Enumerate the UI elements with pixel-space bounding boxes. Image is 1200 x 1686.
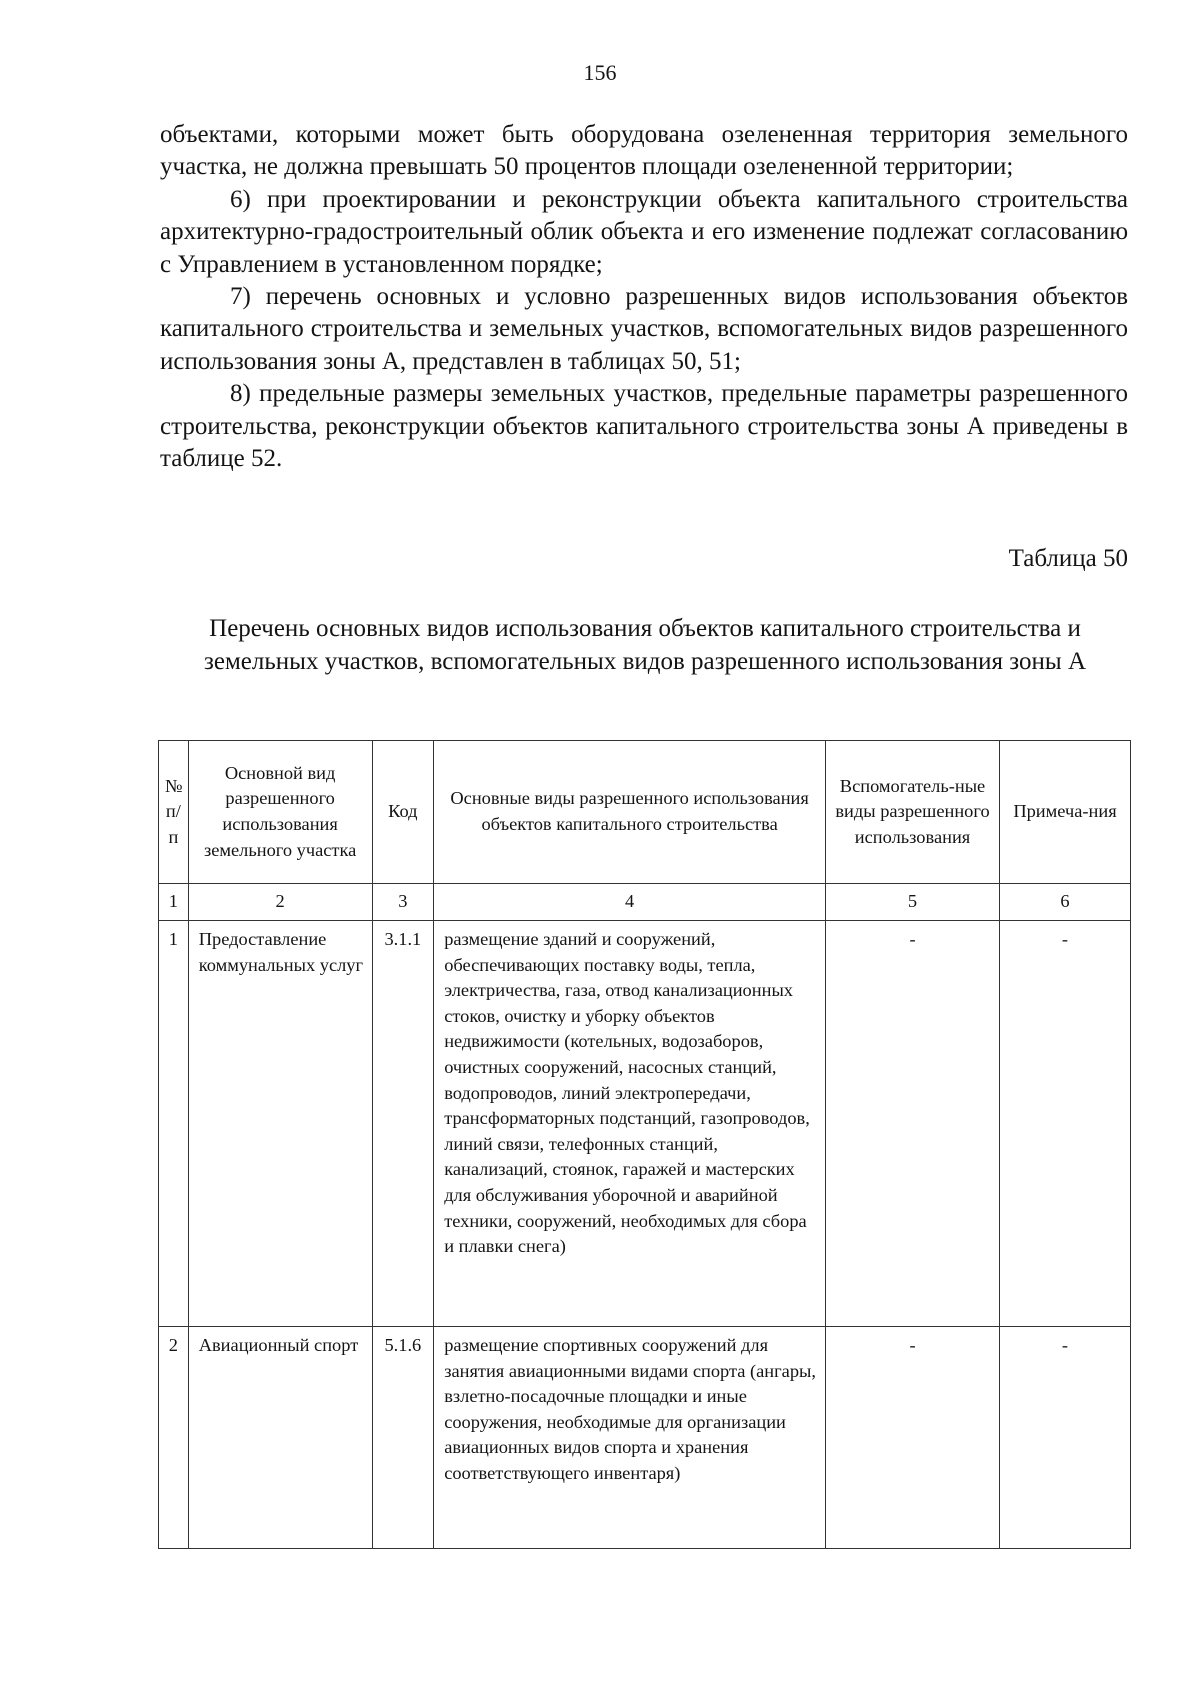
column-index: 4 xyxy=(434,884,826,921)
paragraph-item-8: 8) предельные размеры земельных участков, предельные параметры разрешенного строительства, реконструкции объектов капитального строительства зоны А приведены в таблице 52. xyxy=(160,380,1128,473)
column-index: 3 xyxy=(372,884,434,921)
column-index: 6 xyxy=(999,884,1130,921)
page-number: 156 xyxy=(583,60,617,85)
table-row xyxy=(159,1327,1131,1549)
column-index: 2 xyxy=(188,884,372,921)
paragraph-item-6: 6) при проектировании и реконструкции объекта капитального строительства архитектурно-градостроительный облик объекта и его изменение подлежат согласованию с Управлением в установленном порядке; xyxy=(160,185,1128,278)
table-body xyxy=(159,921,1131,1549)
table-column-index-row xyxy=(159,884,1131,921)
table-title: Перечень основных видов использования объектов капитального строительства и земельных участков, вспомогательных видов разрешенного использования зоны А xyxy=(204,615,1086,675)
header-land-use-kind: Основной вид разрешенного использования земельного участка xyxy=(188,741,372,884)
notes-value: - xyxy=(999,921,1130,1327)
main-use-description: размещение зданий и сооружений, обеспечивающих поставку воды, тепла, электричества, газа, отвод канализационных стоков, очистку и уборку объектов недвижимости (котельных, водозаборов, очистных сооружений, насосных станций, водопроводов, линий электропередачи, трансформаторных подстанций, газопроводов, линий связи, телефонных станций, канализаций, стоянок, гаражей и мастерских для обслуживания уборочной и аварийной техники, сооружений, необходимых для сбора и плавки снега) xyxy=(434,921,826,1327)
notes-value: - xyxy=(999,1327,1130,1549)
header-notes: Примеча-ния xyxy=(999,741,1130,884)
column-index: 1 xyxy=(159,884,189,921)
main-use-description: размещение спортивных сооружений для занятия авиационными видами спорта (ангары, взлетно-посадочные площадки и иные сооружения, необходимые для организации авиационных видов спорта и хранения соответствующего инвентаря) xyxy=(434,1327,826,1549)
land-use-kind: Авиационный спорт xyxy=(188,1327,372,1549)
land-use-kind: Предоставление коммунальных услуг xyxy=(188,921,372,1327)
table-caption: Таблица 50 xyxy=(1008,545,1128,572)
auxiliary-uses-value: - xyxy=(826,1327,1000,1549)
land-use-code: 5.1.6 xyxy=(372,1327,434,1549)
permitted-uses-table xyxy=(158,740,1131,1549)
column-index: 5 xyxy=(826,884,1000,921)
row-number: 2 xyxy=(159,1327,189,1549)
header-auxiliary-uses: Вспомогатель-ные виды разрешенного использования xyxy=(826,741,1000,884)
paragraph-item-7: 7) перечень основных и условно разрешенных видов использования объектов капитального строительства и земельных участков, вспомогательных видов разрешенного использования зоны А, представлен в таблицах 50, 51; xyxy=(160,283,1128,375)
header-main-uses: Основные виды разрешенного использования объектов капитального строительства xyxy=(434,741,826,884)
body-text xyxy=(160,119,1128,475)
land-use-code: 3.1.1 xyxy=(372,921,434,1327)
table-row xyxy=(159,921,1131,1327)
table-header-row xyxy=(159,741,1131,884)
auxiliary-uses-value: - xyxy=(826,921,1000,1327)
paragraph-continuation: объектами, которыми может быть оборудована озелененная территория земельного участка, не должна превышать 50 процентов площади озелененной территории; xyxy=(160,121,1128,181)
row-number: 1 xyxy=(159,921,189,1327)
header-number: № п/п xyxy=(159,741,189,884)
header-code: Код xyxy=(372,741,434,884)
